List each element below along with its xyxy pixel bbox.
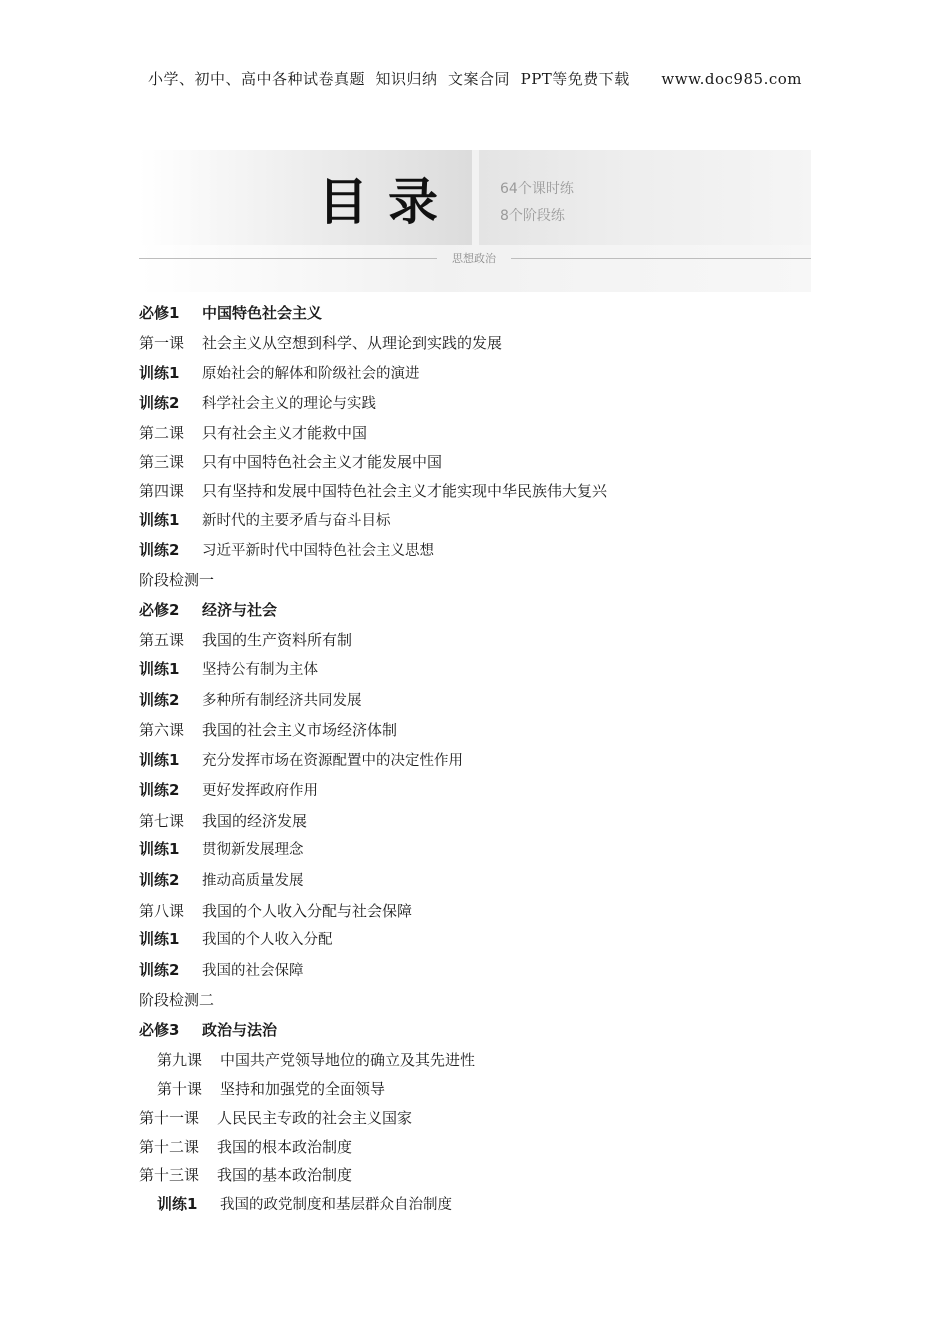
toc-entry[interactable] [157,1048,475,1072]
toc-entry[interactable] [139,568,214,592]
toc-entry-label: 训练2 [139,961,180,979]
toc-entry-label: 训练2 [139,781,180,799]
subject-label: 思想政治 [452,252,496,265]
divider-left [139,258,437,259]
toc-entry-title: 我国的政党制度和基层群众自治制度 [220,1197,452,1213]
stage-practice-count: 8个阶段练 [500,208,565,224]
toc-entry-label: 必修2 [139,601,180,619]
site-header: 小学、初中、高中各种试卷真题 知识归纳 文案合同 PPT等免费下载 www.doc985.com [147,70,802,88]
toc-entry-label: 第十课 [157,1080,203,1098]
toc-banner [139,150,811,292]
toc-entry[interactable] [139,899,412,923]
toc-entry-title: 科学社会主义的理论与实践 [202,396,376,412]
toc-entry-label: 训练2 [139,394,180,412]
banner-title-panel [139,150,472,245]
divider-right [511,258,811,259]
toc-entry-label: 第八课 [139,902,185,920]
toc-entry-title: 习近平新时代中国特色社会主义思想 [202,543,434,559]
toc-entry-title: 我国的社会主义市场经济体制 [202,721,398,739]
toc-entry-title: 坚持公有制为主体 [202,662,318,678]
toc-entry[interactable] [157,1192,452,1216]
toc-entry[interactable] [139,1135,352,1159]
toc-entry[interactable] [139,391,376,415]
lesson-practice-count: 64个课时练 [500,181,574,197]
toc-entry-title: 贯彻新发展理念 [202,842,304,858]
toc-entry-label: 训练2 [139,691,180,709]
toc-entry-title: 中国共产党领导地位的确立及其先进性 [220,1051,476,1069]
toc-entry[interactable] [139,778,318,802]
toc-entry-title: 政治与法治 [202,1021,278,1039]
toc-entry-title: 只有社会主义才能救中国 [202,424,368,442]
toc-entry-label: 第三课 [139,453,185,471]
toc-entry[interactable] [139,809,307,833]
toc-entry[interactable] [139,1163,352,1187]
toc-entry-title: 只有中国特色社会主义才能发展中国 [202,453,443,471]
toc-entry-title: 人民民主专政的社会主义国家 [217,1109,413,1127]
toc-entry[interactable] [139,718,397,742]
toc-entry[interactable] [139,837,304,861]
toc-entry-label: 第二课 [139,424,185,442]
toc-entry-label: 训练1 [139,660,180,678]
toc-entry[interactable] [139,688,362,712]
toc-entry-title: 只有坚持和发展中国特色社会主义才能实现中华民族伟大复兴 [202,482,608,500]
toc-entry-label: 第五课 [139,631,185,649]
toc-entry[interactable] [139,450,442,474]
toc-entry-label: 第七课 [139,812,185,830]
toc-entry[interactable] [139,657,318,681]
page-title: 目录 [318,173,458,231]
toc-entry[interactable] [139,1106,412,1130]
toc-entry-title: 原始社会的解体和阶级社会的演进 [202,366,420,382]
toc-entry-title: 新时代的主要矛盾与奋斗目标 [202,513,391,529]
toc-entry-label: 训练1 [139,511,180,529]
toc-entry-label: 第六课 [139,721,185,739]
toc-entry-label: 第一课 [139,334,185,352]
toc-entry[interactable] [139,927,333,951]
toc-entry[interactable] [139,538,434,562]
toc-entry-title: 中国特色社会主义 [202,304,323,322]
toc-entry-title: 更好发挥政府作用 [202,783,318,799]
toc-entry-title: 我国的经济发展 [202,812,308,830]
toc-entry-title: 我国的基本政治制度 [217,1166,353,1184]
toc-entry-title: 我国的生产资料所有制 [202,631,353,649]
toc-entry[interactable] [157,1077,385,1101]
toc-entry-title: 推动高质量发展 [202,873,304,889]
toc-entry-title: 我国的个人收入分配与社会保障 [202,902,413,920]
toc-entry-label: 阶段检测二 [139,991,215,1009]
toc-entry-label: 必修3 [139,1021,180,1039]
toc-entry[interactable] [139,331,502,355]
toc-entry-label: 第十二课 [139,1138,200,1156]
toc-entry-title: 充分发挥市场在资源配置中的决定性作用 [202,753,463,769]
toc-entry-label: 训练2 [139,541,180,559]
toc-entry-title: 社会主义从空想到科学、从理论到实践的发展 [202,334,503,352]
toc-entry-label: 训练1 [139,364,180,382]
toc-entry[interactable] [139,958,304,982]
toc-entry-label: 训练1 [139,930,180,948]
toc-entry-title: 经济与社会 [202,601,278,619]
toc-entry[interactable] [139,868,304,892]
toc-entry[interactable] [139,361,420,385]
toc-entry-label: 第十一课 [139,1109,200,1127]
toc-entry[interactable] [139,421,367,445]
toc-entry-title: 我国的根本政治制度 [217,1138,353,1156]
toc-entry-label: 训练2 [139,871,180,889]
toc-entry-label: 第四课 [139,482,185,500]
toc-entry-label: 训练1 [139,751,180,769]
toc-entry-title: 我国的社会保障 [202,963,304,979]
toc-entry[interactable] [139,301,322,325]
toc-entry-title: 我国的个人收入分配 [202,932,333,948]
toc-entry-label: 必修1 [139,304,180,322]
toc-entry-label: 训练1 [139,840,180,858]
toc-entry[interactable] [139,508,391,532]
toc-entry-label: 阶段检测一 [139,571,215,589]
toc-entry-title: 多种所有制经济共同发展 [202,693,362,709]
toc-entry[interactable] [139,628,352,652]
toc-entry[interactable] [139,479,607,503]
toc-entry-label: 训练1 [157,1195,198,1213]
toc-entry[interactable] [139,988,214,1012]
toc-entry-label: 第九课 [157,1051,203,1069]
banner-stats-panel [479,150,811,245]
toc-entry[interactable] [139,1018,277,1042]
toc-entry-title: 坚持和加强党的全面领导 [220,1080,386,1098]
toc-entry[interactable] [139,748,463,772]
toc-entry[interactable] [139,598,277,622]
toc-entry-label: 第十三课 [139,1166,200,1184]
